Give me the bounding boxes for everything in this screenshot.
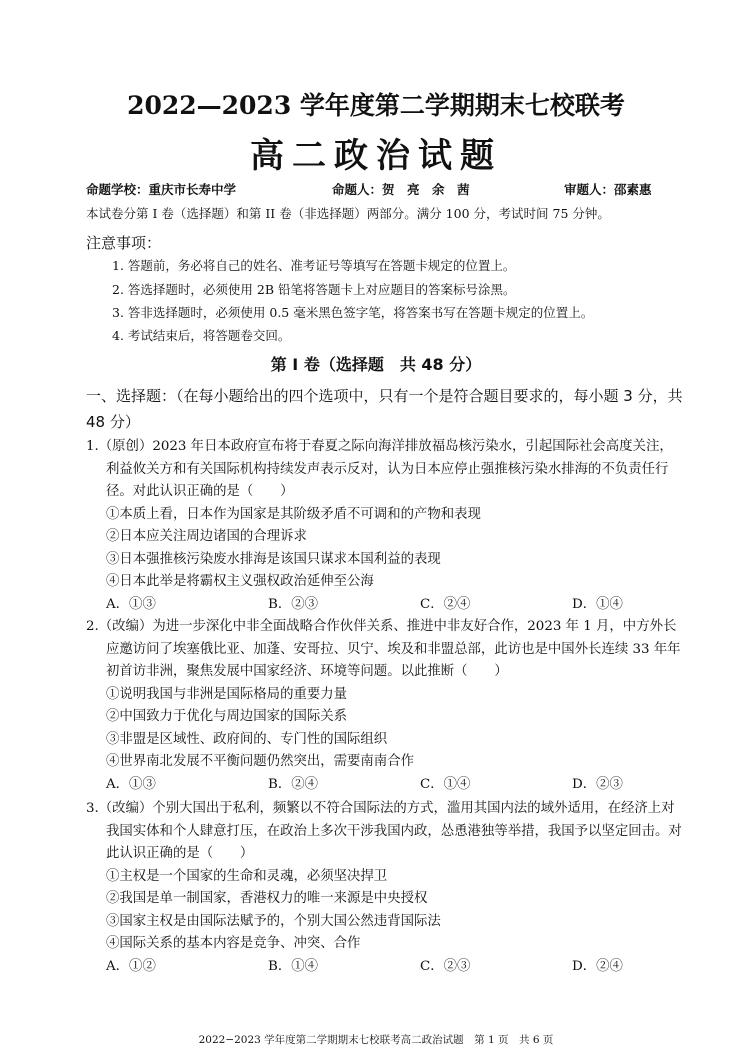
question-stem: 3.（改编）个别大国出于私利，频繁以不符合国际法的方式，滥用其国内法的域外适用，在经济上对我国实体和个人肆意打压，在政治上多次干涉我国内政，怂恿港独等举措，我国予以坚定回击。对此认识正确的是（ ） xyxy=(86,801,682,861)
statement-option: ④国际关系的基本内容是竞争、冲突、合作 xyxy=(106,936,361,951)
choice-c: C．①④ xyxy=(420,776,471,792)
choice-b: B．②③ xyxy=(268,596,319,612)
choice-a: A．①③ xyxy=(106,596,156,612)
author-label: 命题人：贺 亮 余 茜 xyxy=(332,182,470,197)
question-1 xyxy=(86,436,682,616)
page-footer: 2022−2023 学年度第二学期期末七校联考高二政治试题 第 1 页 共 6 页 xyxy=(198,1034,554,1046)
choice-c: C．②③ xyxy=(420,958,471,974)
statement-option: ③日本强推核污染废水排海是该国只谋求本国利益的表现 xyxy=(106,551,441,567)
notice-item: 3. 答非选择题时，必须使用 0.5 毫米黑色签字笔，将答案书写在答题卡规定的位置上。 xyxy=(112,305,594,320)
question-3 xyxy=(86,798,682,978)
notice-item: 2. 答选择题时，必须使用 2B 铅笔将答题卡上对应题目的答案标号涂黑。 xyxy=(112,282,516,297)
choice-a: A．①② xyxy=(106,958,156,974)
question-stem: 2.（改编）为进一步深化中非全面战略合作伙伴关系、推进中非友好合作，2023 年 1 月，中方外长应邀访问了埃塞俄比亚、加蓬、安哥拉、贝宁、埃及和非盟总部，此访也是中国外长连续 33 年年初首访非洲，聚焦发展中国家经济、环境等问题。以此推断（ ） xyxy=(86,619,681,679)
subject-title: 高二政治试题 xyxy=(250,136,502,176)
statement-option: ②日本应关注周边诸国的合理诉求 xyxy=(106,529,307,544)
statement-option: ①说明我国与非洲是国际格局的重要力量 xyxy=(106,686,348,702)
choice-c: C．②④ xyxy=(420,596,471,612)
reviewer-label: 审题人：邵素惠 xyxy=(564,182,652,197)
question-2 xyxy=(86,616,682,796)
exam-intro: 本试卷分第 I 卷（选择题）和第 II 卷（非选择题）两部分。满分 100 分，考试时间 75 分钟。 xyxy=(86,206,610,221)
choice-b: B．①④ xyxy=(268,958,319,974)
choice-d: D．②④ xyxy=(572,958,623,974)
choice-d: D．②③ xyxy=(572,776,623,792)
statement-option: ④日本此举是将霸权主义强权政治延伸至公海 xyxy=(106,574,374,589)
section-heading: 一、选择题：（在每小题给出的四个选项中，只有一个是符合题目要求的，每小题 3 分，共 48 分） xyxy=(86,387,683,431)
part-title: 第 I 卷（选择题 共 48 分） xyxy=(270,355,482,374)
notice-heading: 注意事项： xyxy=(86,234,162,252)
statement-option: ②我国是单一制国家，香港权力的唯一来源是中央授权 xyxy=(106,891,428,906)
choice-b: B．②④ xyxy=(268,776,319,792)
question-stem: 1.（原创）2023 年日本政府宣布将于春夏之际向海洋排放福岛核污染水，引起国际社会高度关注，利益攸关方和有关国际机构持续发声表示反对，认为日本应停止强推核污染水排海的不负责任行径。对此认识正确的是（ ） xyxy=(86,439,673,499)
statement-option: ①主权是一个国家的生命和灵魂，必须坚决捍卫 xyxy=(106,868,388,884)
statement-option: ③国家主权是由国际法赋予的，个别大国公然违背国际法 xyxy=(106,913,441,929)
statement-option: ③非盟是区域性、政府间的、专门性的国际组织 xyxy=(106,731,388,747)
statement-option: ②中国致力于优化与周边国家的国际关系 xyxy=(106,709,348,724)
answer-choices xyxy=(86,956,682,978)
statement-option: ①本质上看，日本作为国家是其阶级矛盾不可调和的产物和表现 xyxy=(106,506,481,522)
answer-choices xyxy=(86,594,682,616)
notice-item: 4. 考试结束后，将答题卷交回。 xyxy=(112,328,291,343)
exam-title: 2022—2023 学年度第二学期期末七校联考 xyxy=(127,91,625,120)
choice-d: D．①④ xyxy=(572,596,623,612)
statement-option: ④世界南北发展不平衡问题仍然突出，需要南南合作 xyxy=(106,754,414,769)
notice-item: 1. 答题前，务必将自己的姓名、准考证号等填写在答题卡规定的位置上。 xyxy=(112,258,516,273)
school-label: 命题学校：重庆市长寿中学 xyxy=(86,182,237,197)
answer-choices xyxy=(86,774,682,796)
choice-a: A．①③ xyxy=(106,776,156,792)
